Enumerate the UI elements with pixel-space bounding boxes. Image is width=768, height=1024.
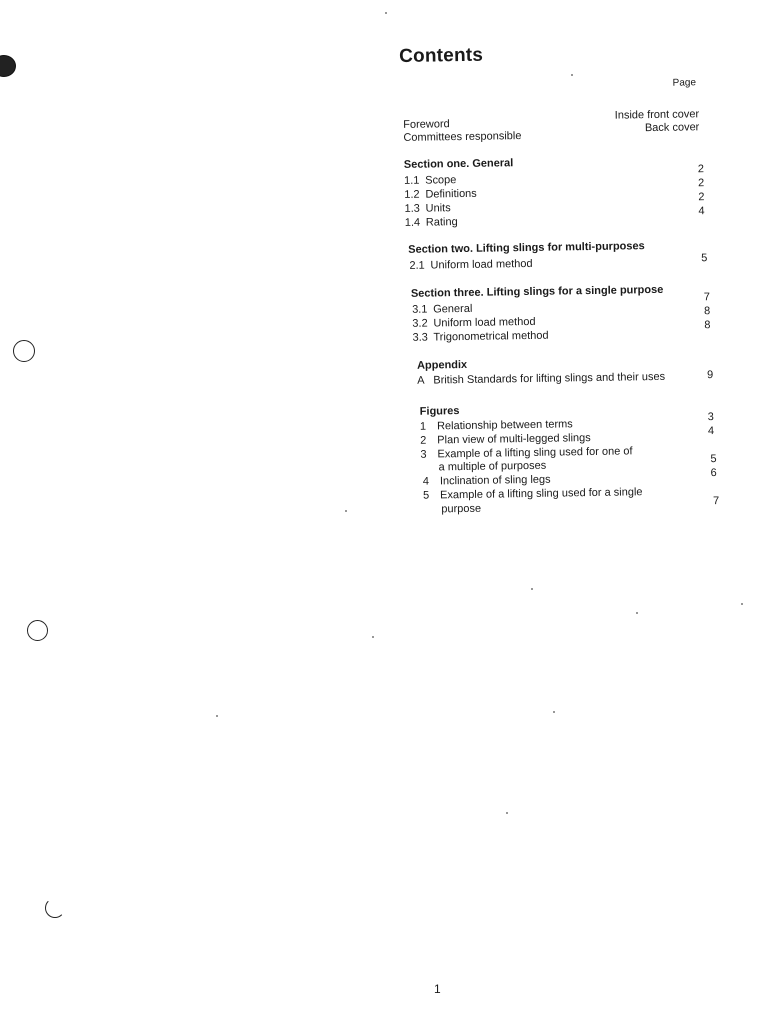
toc-entry-label: Plan view of multi-legged slings [437,432,591,447]
scan-speck [385,12,387,14]
section-number: Section three. [410,286,484,300]
toc-entry-page: 9 [706,369,714,382]
scan-speck [741,603,743,605]
table-of-contents [398,41,720,516]
toc-entry[interactable] [404,173,456,188]
toc-entry-page: Back cover [644,121,700,135]
page-title: Contents [398,44,484,67]
toc-entry-number: 1.1 [404,174,420,187]
toc-entry-number: 3.2 [412,317,428,330]
toc-entry-page: 8 [704,319,711,332]
toc-entry-page: 5 [701,252,708,265]
toc-entry-number: 1.4 [404,216,421,229]
toc-entry[interactable] [417,370,665,388]
toc-entry-number: 4 [422,475,430,488]
toc-entry-number: A [417,374,425,387]
section-heading[interactable] [408,239,645,257]
page-number: 1 [434,982,441,996]
toc-entry-number: 1 [419,420,427,433]
toc-entry-continuation: a multiple of purposes [438,459,547,474]
toc-entry[interactable] [412,329,548,345]
scan-speck [636,612,638,614]
toc-entry-page: 7 [712,495,720,508]
section-heading[interactable] [404,156,514,172]
section-title: General [472,157,514,170]
toc-entry-label: Definitions [425,187,477,201]
punch-hole-partial [45,898,65,918]
toc-entry[interactable] [409,257,532,273]
toc-entry-page: 2 [697,177,705,190]
toc-entry[interactable] [404,201,450,216]
toc-entry-label: Example of a lifting sling used for a single [440,486,643,502]
toc-entry[interactable] [412,302,472,317]
scan-speck [372,636,374,638]
toc-entry-label: Uniform load method [430,257,533,272]
section-title: Lifting slings for a single purpose [486,283,664,299]
toc-entry-number: 1.2 [404,188,420,201]
toc-entry-label: Inclination of sling legs [439,473,551,488]
toc-entry-page: 3 [707,411,714,424]
toc-entry-label: Relationship between terms [436,418,573,433]
toc-entry[interactable] [405,215,458,230]
scan-speck [571,74,573,76]
scan-speck [216,715,218,717]
punch-hole [27,620,48,641]
toc-entry-label: Units [425,202,451,215]
toc-entry-page: Inside front cover [614,108,700,122]
toc-entry-page: 2 [698,191,705,204]
toc-entry-committees[interactable] [403,129,521,145]
scan-speck [531,588,533,590]
scan-speck [506,812,508,814]
toc-entry[interactable] [423,485,643,502]
toc-entry-number: 2 [420,434,427,447]
toc-entry-page: 5 [710,453,717,466]
toc-entry-page: 8 [703,305,711,318]
toc-entry-label: Foreword [403,118,450,131]
toc-entry-continuation: purpose [441,502,482,516]
toc-entry-page: 7 [703,291,711,304]
toc-entry-page: 6 [710,467,717,480]
section-title: Lifting slings for multi-purposes [475,240,645,255]
punch-hole [13,340,35,362]
toc-entry-number: 1.3 [404,202,420,215]
toc-entry-label: General [433,302,473,316]
toc-entry-label: Trigonometrical method [433,329,549,344]
appendix-heading: Appendix [416,358,468,372]
toc-entry-label: Example of a lifting sling used for one of [437,445,633,461]
toc-entry-number: 3 [420,448,427,461]
toc-entry-number: 3.3 [412,331,428,344]
section-number: Section one. [403,157,470,171]
scan-speck [553,711,555,713]
toc-entry-label: Uniform load method [433,315,536,330]
toc-entry-page: 2 [697,163,705,176]
toc-entry-number: 3.1 [412,303,428,316]
toc-entry-number: 5 [422,489,430,502]
punch-hole-mark [0,55,16,77]
section-number: Section two. [408,242,474,256]
scan-speck [345,510,347,512]
page-column-label: Page [672,77,697,89]
toc-entry-number: 2.1 [409,259,425,272]
figures-heading: Figures [419,405,460,418]
toc-entry-page: 4 [698,205,705,218]
toc-entry-label: Committees responsible [403,130,522,144]
toc-entry-page: 4 [707,425,715,438]
toc-entry-label: British Standards for lifting slings and their uses [433,370,666,387]
toc-entry-label: Scope [425,174,457,187]
toc-entry-label: Rating [425,216,458,229]
toc-entry[interactable] [404,187,477,202]
section-heading[interactable] [411,283,664,301]
